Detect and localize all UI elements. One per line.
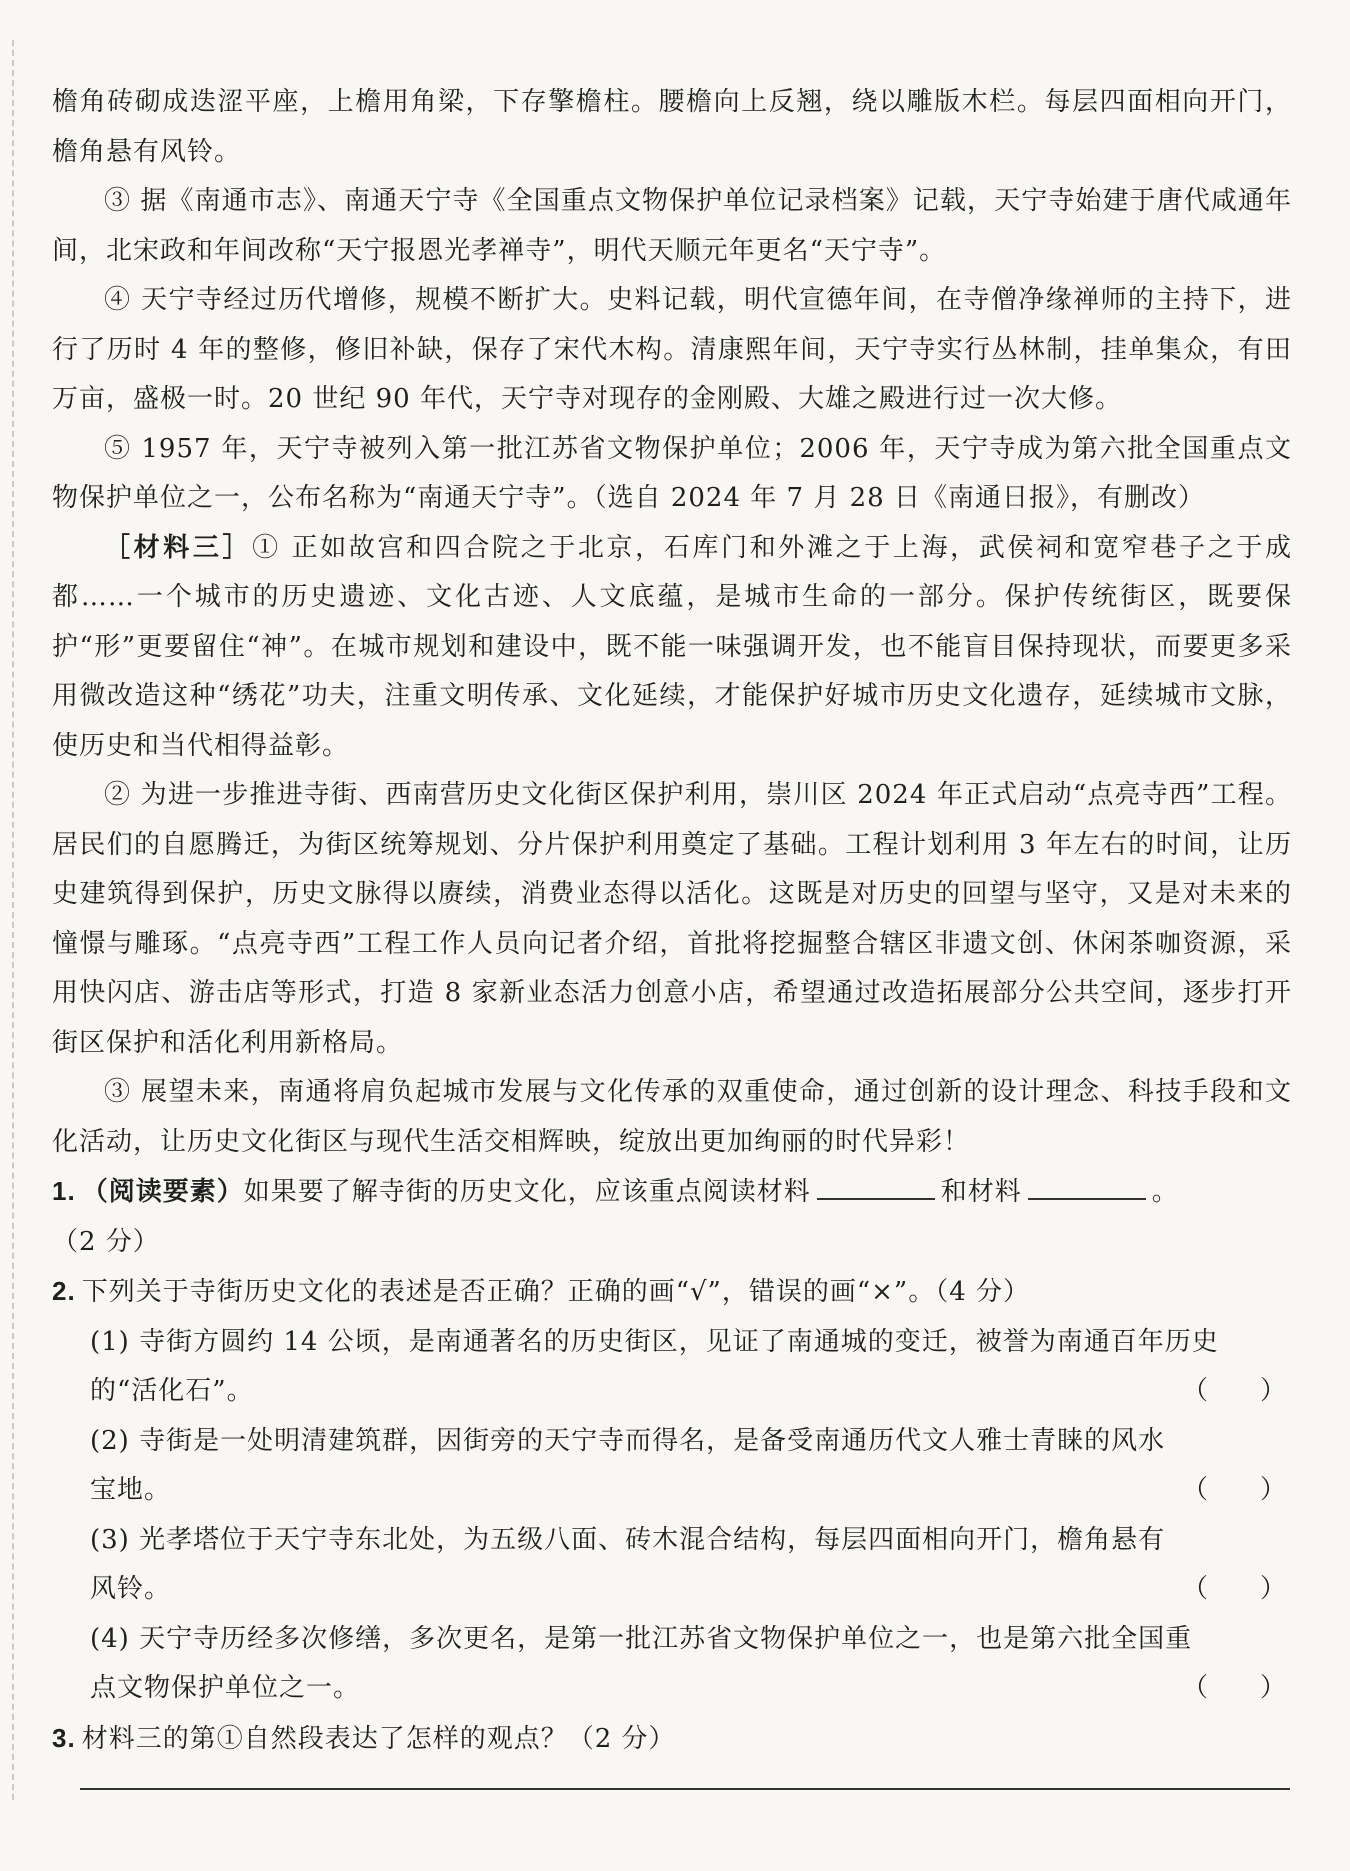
question-3-answer-line[interactable] — [80, 1788, 1290, 1790]
question-2-number: 2. — [52, 1276, 76, 1306]
material-three-paragraph-3: ③ 展望未来，南通将肩负起城市发展与文化传承的双重使命，通过创新的设计理念、科技手段和文化活动，让历史文化街区与现代生活交相辉映，绽放出更加绚丽的时代异彩！ — [52, 1077, 1292, 1157]
q2-item-3-line-1: (3) 光孝塔位于天宁寺东北处，为五级八面、砖木混合结构，每层四面相向开门，檐角悬有 — [90, 1524, 1166, 1555]
binding-dashed-line — [12, 40, 14, 1800]
question-1-score: （2 分） — [52, 1226, 160, 1257]
q2-item-2-line-1: (2) 寺街是一处明清建筑群，因街旁的天宁寺而得名，是备受南通历代文人雅士青睐的风水 — [90, 1425, 1166, 1456]
material-three-label: ［材料三］ — [104, 532, 253, 563]
q2-item-3-line-2 — [52, 1565, 1292, 1615]
paragraph-tianning-history: ③ 据《南通市志》、南通天宁寺《全国重点文物保护单位记录档案》记载，天宁寺始建于唐代咸通年间，北宋政和年间改称“天宁报恩光孝禅寺”，明代天顺元年更名“天宁寺”。 — [52, 186, 1292, 266]
q2-item-2-answer-paren[interactable]: （ ） — [1181, 1475, 1286, 1505]
question-1-tag: （阅读要素） — [81, 1177, 244, 1207]
paragraph-tianning-renovations: ④ 天宁寺经过历代增修，规模不断扩大。史料记载，明代宣德年间，在寺僧净缘禅师的主持下，进行了历时 4 年的整修，修旧补缺，保存了宋代木构。清康熙年间，天宁寺实行丛林制，挂单集众，有田万亩，盛极一时。20 世纪 90 年代，天宁寺对现存的金刚殿、大雄之殿进行过一次大修。 — [52, 285, 1292, 414]
material-three-paragraph-2: ② 为进一步推进寺街、西南营历史文化街区保护利用，崇川区 2024 年正式启动“点亮寺西”工程。居民们的自愿腾迁，为街区统筹规划、分片保护利用奠定了基础。工程计划利用 3 年左右的时间，让历史建筑得到保护，历史文脉得以赓续，消费业态得以活化。这既是对历史的回望与坚守，又是对未来的憧憬与雕琢。“点亮寺西”工程工作人员向记者介绍，首批将挖掘整合辖区非遗文创、休闲茶咖资源，采用快闪店、游击店等形式，打造 8 家新业态活力创意小店，希望通过改造拓展部分公共空间，逐步打开街区保护和活化利用新格局。 — [52, 780, 1292, 1058]
document-body — [52, 78, 1292, 1764]
question-2-text: 下列关于寺街历史文化的表述是否正确？正确的画“√”，错误的画“×”。（4 分） — [81, 1277, 1031, 1307]
answer-blank-1[interactable] — [817, 1168, 935, 1200]
q2-item-2-text-end: 宝地。 — [90, 1475, 172, 1505]
q2-item-4-answer-paren[interactable]: （ ） — [1181, 1673, 1286, 1703]
paragraph-pagoda-description: 檐角砖砌成迭涩平座，上檐用角梁，下存擎檐柱。腰檐向上反翘，绕以雕版木栏。每层四面相向开门，檐角悬有风铃。 — [52, 87, 1292, 167]
material-three-paragraph-1 — [52, 524, 1292, 772]
question-1-text-a: 如果要了解寺街的历史文化，应该重点阅读材料 — [243, 1177, 811, 1207]
q2-item-1-line-1: (1) 寺街方圆约 14 公顷，是南通著名的历史街区，见证了南通城的变迁，被誉为南通百年历史 — [90, 1326, 1219, 1357]
q2-item-2-line-2 — [52, 1466, 1292, 1516]
question-1 — [52, 1167, 1292, 1218]
q2-item-3-text-end: 风铃。 — [90, 1574, 172, 1604]
question-1-text-c: 。 — [1151, 1177, 1179, 1207]
question-3-number: 3. — [52, 1722, 76, 1753]
q2-item-4-line-2 — [52, 1664, 1292, 1714]
q2-item-1-text-end: 的“活化石”。 — [90, 1376, 254, 1406]
q2-item-3-answer-paren[interactable]: （ ） — [1181, 1574, 1286, 1604]
q2-item-4-line-1: (4) 天宁寺历经多次修缮，多次更名，是第一批江苏省文物保护单位之一，也是第六批全国重 — [90, 1623, 1193, 1654]
question-3 — [52, 1714, 1292, 1765]
question-1-number: 1. — [52, 1176, 76, 1206]
q2-item-1-answer-paren[interactable]: （ ） — [1181, 1376, 1286, 1406]
material-three-p1-text: ① 正如故宫和四合院之于北京，石库门和外滩之于上海，武侯祠和宽窄巷子之于成都……一个城市的历史遗迹、文化古迹、人文底蕴，是城市生命的一部分。保护传统街区，既要保护“形”更要留住“神”。在城市规划和建设中，既不能一味强调开发，也不能盲目保持现状，而要更多采用微改造这种“绣花”功夫，注重文明传承、文化延续，才能保护好城市历史文化遗存，延续城市文脉，使历史和当代相得益彰。 — [52, 532, 1292, 761]
answer-blank-2[interactable] — [1028, 1168, 1146, 1200]
q2-item-1-line-2 — [52, 1367, 1292, 1417]
question-1-text-b: 和材料 — [940, 1177, 1022, 1207]
question-3-text: 材料三的第①自然段表达了怎样的观点？（2 分） — [81, 1723, 676, 1754]
q2-item-4-text-end: 点文物保护单位之一。 — [90, 1673, 361, 1703]
question-2 — [52, 1267, 1292, 1318]
paragraph-tianning-protection: ⑤ 1957 年，天宁寺被列入第一批江苏省文物保护单位；2006 年，天宁寺成为第六批全国重点文物保护单位之一，公布名称为“南通天宁寺”。（选自 2024 年 7 月 28 日《南通日报》，有删改） — [52, 433, 1292, 513]
